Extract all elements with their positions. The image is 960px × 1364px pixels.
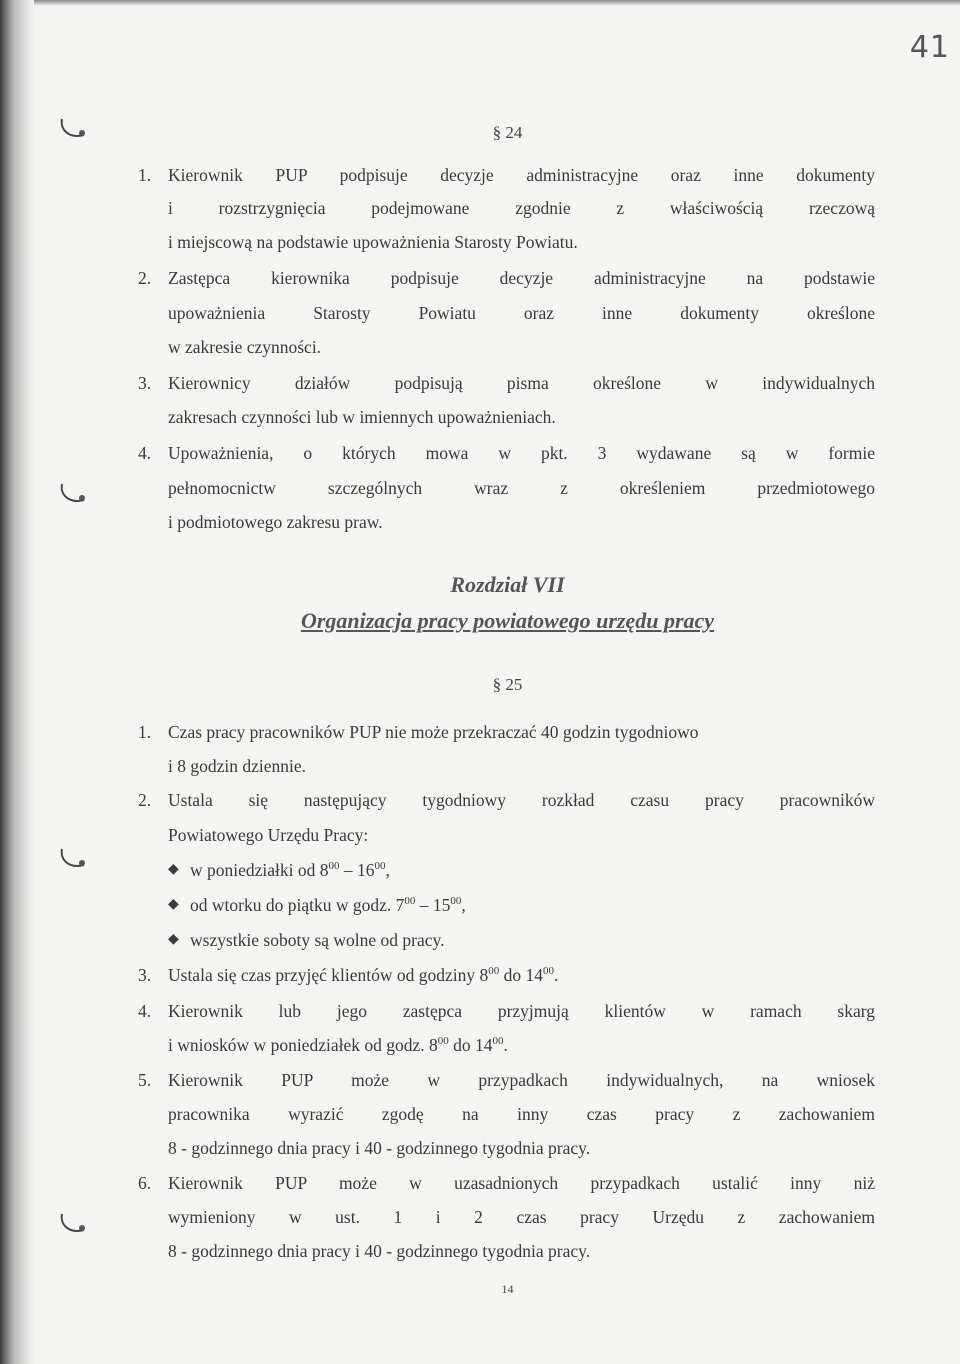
paragraph-line (140, 785, 875, 815)
item-number: 1. (138, 722, 152, 742)
bullet-diamond-icon: ◆ (168, 897, 179, 912)
item-text: i 8 godzin dziennie. (168, 756, 307, 776)
item-number: 3. (138, 373, 152, 393)
item-number: 3. (138, 965, 152, 985)
item-text: pełnomocnictw szczególnych wraz z określeniem przedmiotowego (168, 478, 875, 498)
item-text: Ustala się czas przyjęć klientów od godziny 8 (168, 965, 489, 985)
item-text: Upoważnienia, o których mowa w pkt. 3 wydawane są w formie (168, 443, 875, 463)
bullet-text: w poniedziałki od 8 (190, 860, 329, 880)
scan-top-edge (0, 0, 960, 6)
paragraph-line (140, 1202, 875, 1232)
bullet-text-mid: – 16 (339, 860, 375, 880)
item-text: Kierownik lub jego zastępca przyjmują klientów w ramach skarg (168, 1001, 875, 1021)
paragraph-line (140, 402, 875, 432)
paragraph-line (140, 263, 875, 293)
paragraph-line (140, 368, 875, 398)
item-text: Czas pracy pracowników PUP nie może przekraczać 40 godzin tygodniowo (168, 722, 699, 742)
item-text: upoważnienia Starosty Powiatu oraz inne dokumenty określone (168, 303, 875, 323)
item-text: i wniosków w poniedziałek od godz. 8 (168, 1035, 438, 1055)
chapter-title: Rozdział VII (450, 572, 565, 597)
punch-hole-icon (58, 1210, 88, 1236)
bullet-text-tail: , (461, 895, 466, 915)
bullet-diamond-icon: ◆ (168, 932, 179, 947)
item-text: Powiatowego Urzędu Pracy: (168, 825, 369, 845)
bullet-text: wszystkie soboty są wolne od pracy. (190, 930, 445, 950)
item-text: Zastępca kierownika podpisuje decyzje administracyjne na podstawie (168, 268, 875, 288)
item-text: 8 - godzinnego dnia pracy i 40 - godzinnego tygodnia pracy. (168, 1241, 591, 1261)
paragraph-line (140, 996, 875, 1026)
item-text-mid: do 14 (448, 1035, 493, 1055)
punch-hole-icon (58, 845, 88, 871)
item-text: i podmiotowego zakresu praw. (168, 512, 383, 532)
scan-left-edge (0, 0, 34, 1364)
paragraph-line (140, 1168, 875, 1198)
item-text: Kierownik PUP podpisuje decyzje administracyjne oraz inne dokumenty (168, 165, 875, 185)
time-sup: 00 (488, 965, 500, 978)
item-text: Kierownicy działów podpisują pisma określone w indywidualnych (168, 373, 875, 393)
paragraph-line (140, 1133, 875, 1163)
item-text: wymieniony w ust. 1 i 2 czas pracy Urzędu z zachowaniem (168, 1207, 875, 1227)
bullet-text-tail: , (385, 860, 390, 880)
paragraph-line (140, 160, 875, 190)
time-sup: 00 (543, 965, 554, 978)
time-sup: 00 (328, 860, 340, 873)
item-text-mid: do 14 (499, 965, 543, 985)
item-text-tail: . (503, 1035, 508, 1055)
time-sup: 00 (450, 895, 462, 908)
paragraph-line (140, 960, 875, 990)
paragraph-line (140, 507, 875, 537)
item-number: 5. (138, 1070, 152, 1090)
chapter-subtitle: Organizacja pracy powiatowego urzędu pracy (300, 608, 715, 633)
punch-hole-icon (58, 115, 88, 141)
page-corner-mark: 41 (909, 30, 950, 65)
paragraph-line (140, 717, 875, 747)
paragraph-line (140, 298, 875, 328)
time-sup: 00 (492, 1035, 504, 1048)
item-text: w zakresie czynności. (168, 337, 322, 357)
paragraph-line (140, 1065, 875, 1095)
item-text: 8 - godzinnego dnia pracy i 40 - godzinnego tygodnia pracy. (168, 1138, 591, 1158)
item-number: 6. (138, 1173, 152, 1193)
item-number: 2. (138, 268, 152, 288)
bullet-item (140, 925, 875, 955)
item-text: zakresach czynności lub w imiennych upoważnieniach. (168, 407, 556, 427)
item-text: i miejscową na podstawie upoważnienia Starosty Powiatu. (168, 232, 578, 252)
bullet-text: od wtorku do piątku w godz. 7 (190, 895, 405, 915)
item-number: 2. (138, 790, 152, 810)
item-text: i rozstrzygnięcia podejmowane zgodnie z właściwością rzeczową (168, 198, 875, 218)
bullet-item (140, 855, 875, 885)
paragraph-line (140, 1030, 875, 1060)
bullet-diamond-icon: ◆ (168, 862, 179, 877)
paragraph-line (140, 1236, 875, 1266)
item-number: 1. (138, 165, 152, 185)
section-heading-25: § 25 (492, 675, 523, 694)
item-text: Kierownik PUP może w uzasadnionych przypadkach ustalić inny niż (168, 1173, 875, 1193)
item-text: Kierownik PUP może w przypadkach indywidualnych, na wniosek (168, 1070, 875, 1090)
item-number: 4. (138, 443, 152, 463)
item-text-tail: . (554, 965, 559, 985)
punch-hole-icon (58, 480, 88, 506)
item-text: Ustala się następujący tygodniowy rozkład czasu pracy pracowników (168, 790, 875, 810)
item-number: 4. (138, 1001, 152, 1021)
time-sup: 00 (404, 895, 416, 908)
paragraph-line (140, 438, 875, 468)
bullet-text-mid: – 15 (415, 895, 451, 915)
section-heading-24: § 24 (492, 123, 523, 142)
paragraph-line (140, 193, 875, 223)
paragraph-line (140, 820, 875, 850)
paragraph-line (140, 227, 875, 257)
item-text: pracownika wyrazić zgodę na inny czas pracy z zachowaniem (168, 1104, 875, 1124)
paragraph-line (140, 332, 875, 362)
paragraph-line (140, 1099, 875, 1129)
page-number: 14 (501, 1282, 514, 1296)
paragraph-line (140, 751, 875, 781)
time-sup: 00 (437, 1035, 449, 1048)
paragraph-line (140, 473, 875, 503)
bullet-item (140, 890, 875, 920)
time-sup: 00 (374, 860, 386, 873)
